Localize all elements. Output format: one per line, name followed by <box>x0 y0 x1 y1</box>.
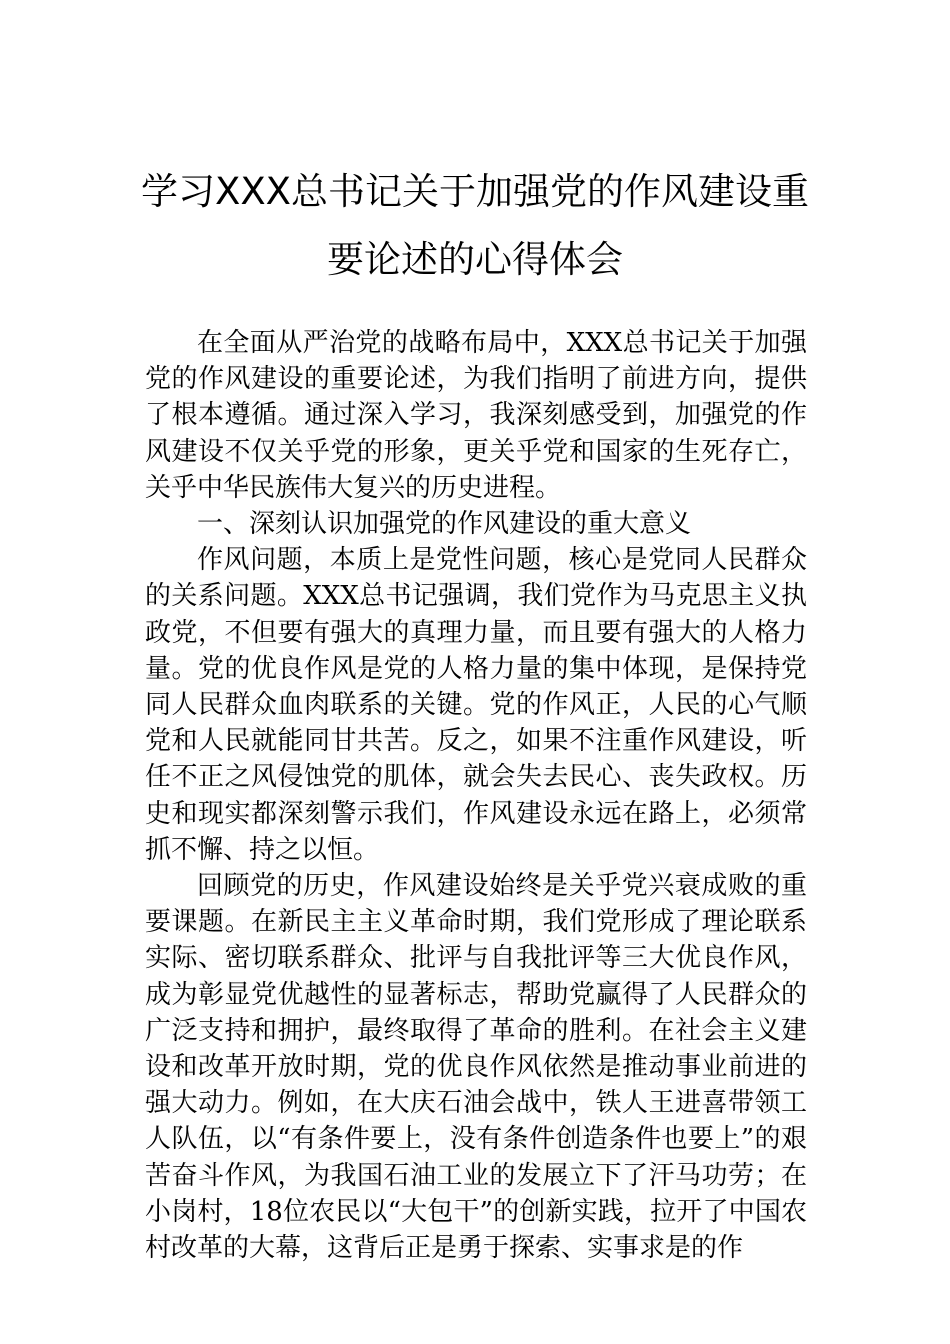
paragraph-history: 回顾党的历史，作风建设始终是关乎党兴衰成败的重要课题。在新民主主义革命时期，我们党形成了理论联系实际、密切联系群众、批评与自我批评等三大优良作风，成为彰显党优越性的显著标志，帮助党赢得了人民群众的广泛支持和拥护，最终取得了革命的胜利。在社会主义建设和改革开放时期，党的优良作风依然是推动事业前进的强大动力。例如，在大庆石油会战中，铁人王进喜带领工人队伍，以“有条件要上，没有条件创造条件也要上”的艰苦奋斗作风，为我国石油工业的发展立下了汗马功劳；在小岗村，18位农民以“大包干”的创新实践，拉开了中国农村改革的大幕，这背后正是勇于探索、实事求是的作 <box>145 871 807 1264</box>
document-body <box>145 325 807 1266</box>
section-heading-1: 一、深刻认识加强党的作风建设的重大意义 <box>197 509 692 540</box>
paragraph-significance: 作风问题，本质上是党性问题，核心是党同人民群众的关系问题。XXX总书记强调，我们党作为马克思主义执政党，不但要有强大的真理力量，而且要有强大的人格力量。党的优良作风是党的人格力量的集中体现，是保持党同人民群众血肉联系的关键。党的作风正，人民的心气顺党和人民就能同甘共苦。反之，如果不注重作风建设，听任不正之风侵蚀党的肌体，就会失去民心、丧失政权。历史和现实都深刻警示我们，作风建设永远在路上，必须常抓不懈、持之以恒。 <box>145 545 807 865</box>
document-title: 学习XXX总书记关于加强党的作风建设重要论述的心得体会 <box>140 170 810 281</box>
paragraph-intro: 在全面从严治党的战略布局中，XXX总书记关于加强党的作风建设的重要论述，为我们指明了前进方向，提供了根本遵循。通过深入学习，我深刻感受到，加强党的作风建设不仅关乎党的形象，更关乎党和国家的生死存亡，关乎中华民族伟大复兴的历史进程。 <box>145 328 807 503</box>
